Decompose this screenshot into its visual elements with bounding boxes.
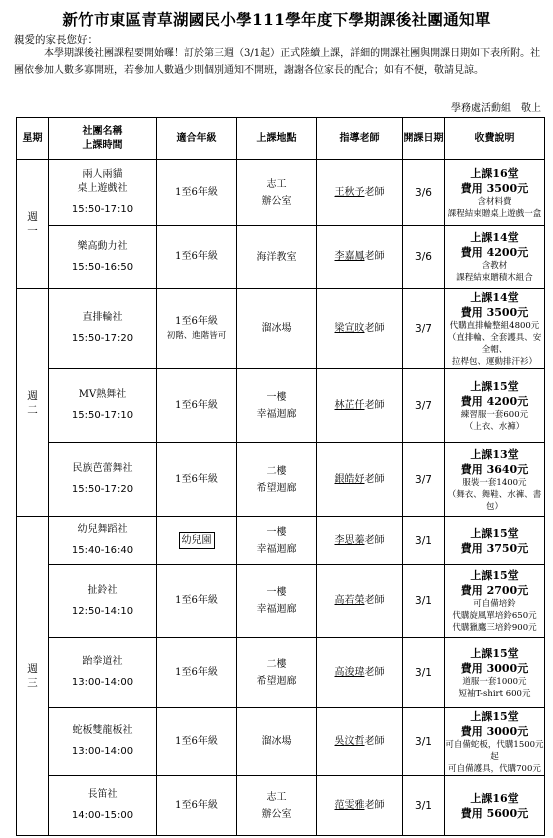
teacher-name: 李思蓁 [334, 534, 365, 546]
club-name: 幼兒舞蹈社 [77, 524, 128, 535]
fee-note: 代購直排輪整組4800元 [449, 320, 540, 331]
club-name: 蛇板雙龍板社 [72, 725, 133, 736]
header-date: 開課日期 [403, 118, 445, 160]
teacher-suffix: 老師 [364, 473, 385, 485]
fee-amount: 費用 4200元 [460, 246, 529, 259]
grade-label: 1至6年級 [175, 799, 218, 811]
week-label-char: 二 [27, 403, 38, 416]
fee-note: 可自備蛇板，代購1500元起 [445, 739, 544, 762]
grade-cell [157, 289, 237, 369]
fee-cell [445, 638, 545, 708]
header-fee: 收費說明 [445, 118, 545, 160]
fee-cell [445, 369, 545, 443]
lesson-count: 上課15堂 [470, 379, 519, 393]
fee-cell [445, 226, 545, 289]
club-name: 兩人兩貓 [82, 169, 123, 180]
fee-cell [445, 517, 545, 565]
teacher-suffix: 老師 [364, 322, 385, 334]
teacher-cell [317, 565, 403, 638]
grade-cell [157, 776, 237, 836]
fee-note: 可自備護具，代購700元 [448, 763, 541, 774]
club-cell [49, 708, 157, 776]
club-cell [49, 369, 157, 443]
start-date: 3/7 [403, 289, 445, 369]
header-row [17, 118, 545, 160]
week-label-char: 一 [27, 225, 38, 237]
fee-amount: 費用 3500元 [460, 305, 529, 319]
start-date: 3/7 [403, 443, 445, 517]
table-row [17, 443, 545, 517]
grade-cell [157, 160, 237, 226]
grade-cell [157, 638, 237, 708]
teacher-cell [317, 369, 403, 443]
teacher-cell [317, 443, 403, 517]
location-label: 志工 [266, 178, 287, 190]
start-date: 3/1 [403, 565, 445, 638]
table-row [17, 226, 545, 289]
grade-label: 1至6年級 [175, 473, 218, 485]
teacher-suffix: 老師 [364, 534, 385, 546]
fee-note: （上衣、水褲） [464, 421, 525, 432]
fee-amount: 費用 4200元 [460, 394, 529, 408]
week-cell [17, 160, 49, 289]
lesson-count: 上課15堂 [470, 569, 519, 582]
club-cell [49, 517, 157, 565]
grade-label: 1至6年級 [175, 399, 218, 411]
class-time: 15:50-17:20 [71, 484, 134, 495]
fee-amount: 費用 3640元 [460, 462, 529, 476]
lesson-count: 上課16堂 [470, 791, 519, 805]
location-cell [237, 369, 317, 443]
teacher-suffix: 老師 [364, 595, 385, 606]
fee-note: （舞衣、舞鞋、水褲、書包） [447, 489, 542, 512]
teacher-cell [317, 776, 403, 836]
fee-cell [445, 160, 545, 226]
location-label: 辦公室 [261, 808, 292, 820]
grade-cell [157, 517, 237, 565]
class-time: 14:00-15:00 [71, 810, 134, 821]
grade-cell [157, 565, 237, 638]
club-name: 樂高動力社 [77, 240, 128, 252]
header-location: 上課地點 [237, 118, 317, 160]
teacher-cell [317, 517, 403, 565]
teacher-name: 高若榮 [334, 595, 365, 606]
class-time: 13:00-14:00 [71, 677, 134, 688]
club-name: 直排輪社 [82, 312, 123, 323]
table-row [17, 517, 545, 565]
fee-cell [445, 776, 545, 836]
class-time: 15:50-17:10 [71, 204, 134, 215]
fee-cell [445, 443, 545, 517]
location-label: 一樓 [266, 526, 287, 538]
fee-note: 代購獵鷹三培鈴900元 [452, 623, 537, 633]
location-label: 希望迴廊 [256, 675, 297, 687]
location-label: 幸福迴廊 [256, 408, 297, 420]
teacher-name: 梁宣旼 [334, 322, 365, 334]
location-label: 希望迴廊 [256, 482, 297, 494]
teacher-name: 范雯雅 [334, 799, 365, 811]
table-row [17, 369, 545, 443]
signoff: 學務處活動組 敬上 [451, 103, 541, 114]
grade-label: 1至6年級 [175, 735, 218, 747]
header-club: 社團名稱 上課時間 [49, 118, 157, 160]
fee-note: 課程結束贈桌上遊戲一盒 [447, 208, 542, 219]
location-cell [237, 565, 317, 638]
table-row [17, 160, 545, 226]
fee-amount: 費用 2700元 [460, 584, 529, 597]
location-label: 幸福迴廊 [256, 543, 297, 555]
location-label: 一樓 [266, 391, 287, 403]
grade-cell [157, 226, 237, 289]
grade-cell [157, 708, 237, 776]
teacher-cell [317, 708, 403, 776]
location-label: 志工 [266, 791, 287, 803]
header-week: 星期 [17, 118, 49, 160]
grade-label: 1至6年級 [175, 315, 218, 327]
location-cell [237, 443, 317, 517]
teacher-suffix: 老師 [364, 399, 385, 411]
start-date: 3/1 [403, 638, 445, 708]
club-cell [49, 289, 157, 369]
fee-note: 含材料費 [477, 196, 512, 207]
teacher-name: 李嘉鳳 [334, 251, 365, 262]
class-time: 12:50-14:10 [71, 605, 134, 617]
class-time: 13:00-14:00 [71, 746, 134, 757]
club-cell [49, 443, 157, 517]
location-cell [237, 517, 317, 565]
table-row [17, 708, 545, 776]
fee-cell [445, 708, 545, 776]
teacher-cell [317, 160, 403, 226]
teacher-suffix: 老師 [364, 735, 385, 747]
fee-cell [445, 289, 545, 369]
club-schedule-table [16, 117, 545, 836]
fee-note: 短袖T-shirt 600元 [458, 688, 531, 699]
fee-note: 道服一套1000元 [462, 676, 527, 687]
fee-note: 練習服一套600元 [460, 409, 529, 420]
location-cell [237, 638, 317, 708]
location-label: 溜冰場 [261, 323, 292, 334]
club-name: 長笛社 [87, 789, 118, 800]
club-cell [49, 776, 157, 836]
teacher-cell [317, 638, 403, 708]
greeting: 親愛的家長您好： [14, 34, 98, 46]
teacher-suffix: 老師 [364, 799, 385, 811]
fee-note: 課程結束贈積木組合 [456, 273, 533, 283]
teacher-cell [317, 226, 403, 289]
week-cell [17, 289, 49, 517]
location-label: 辦公室 [261, 195, 292, 207]
lesson-count: 上課15堂 [470, 709, 519, 723]
start-date: 3/1 [403, 708, 445, 776]
club-name: 桌上遊戲社 [77, 183, 128, 194]
grade-label: 幼兒園 [179, 532, 215, 549]
club-cell [49, 638, 157, 708]
header-grade: 適合年級 [157, 118, 237, 160]
table-row [17, 638, 545, 708]
teacher-name: 銀皓妤 [334, 473, 365, 485]
header-teacher: 指導老師 [317, 118, 403, 160]
club-cell [49, 160, 157, 226]
club-name: 扯鈴社 [87, 584, 118, 596]
lesson-count: 上課14堂 [470, 231, 519, 244]
fee-note: 含教材 [481, 261, 508, 271]
club-name: 跆拳道社 [82, 656, 123, 667]
location-label: 二樓 [266, 465, 287, 477]
grade-label: 1至6年級 [175, 666, 218, 678]
fee-note: 可自備培鈴 [473, 599, 516, 609]
teacher-suffix: 老師 [364, 186, 385, 198]
page-title: 新竹市東區青草湖國民小學111學年度下學期課後社團通知單 [62, 10, 491, 29]
lesson-count: 上課15堂 [470, 526, 519, 540]
table-row [17, 565, 545, 638]
teacher-name: 林芷仟 [334, 399, 365, 411]
week-cell [17, 517, 49, 836]
location-label: 一樓 [266, 587, 287, 598]
week-label-char: 週 [27, 663, 38, 675]
grade-cell [157, 443, 237, 517]
location-label: 海洋教室 [256, 251, 297, 263]
table-row [17, 776, 545, 836]
fee-note: 服裝一套1400元 [462, 477, 527, 488]
fee-amount: 費用 3500元 [460, 181, 529, 195]
start-date: 3/1 [403, 517, 445, 565]
grade-cell [157, 369, 237, 443]
lesson-count: 上課16堂 [470, 166, 519, 180]
start-date: 3/7 [403, 369, 445, 443]
lesson-count: 上課15堂 [470, 646, 519, 660]
grade-label: 1至6年級 [175, 595, 218, 606]
start-date: 3/6 [403, 226, 445, 289]
week-label-char: 三 [27, 677, 38, 689]
lesson-count: 上課14堂 [470, 290, 519, 304]
fee-amount: 費用 3750元 [460, 541, 529, 555]
grade-note: 初階、進階皆可 [166, 330, 227, 341]
location-cell [237, 289, 317, 369]
club-name: MV熱舞社 [78, 389, 127, 400]
teacher-suffix: 老師 [364, 666, 385, 678]
location-cell [237, 708, 317, 776]
location-label: 溜冰場 [261, 736, 292, 747]
fee-note: 拉桿包、運動排汗衫） [451, 356, 537, 367]
teacher-name: 王秋予 [334, 186, 365, 198]
fee-amount: 費用 3000元 [460, 724, 529, 738]
teacher-suffix: 老師 [364, 251, 385, 262]
fee-note: （直排輪、全套護具、安全帽、 [447, 332, 542, 355]
club-cell [49, 226, 157, 289]
week-label-char: 週 [27, 211, 38, 223]
location-label: 二樓 [266, 658, 287, 670]
location-cell [237, 160, 317, 226]
fee-amount: 費用 5600元 [460, 806, 529, 820]
location-label: 幸福迴廊 [256, 604, 297, 615]
table-row [17, 289, 545, 369]
teacher-name: 吳汶哲 [334, 735, 365, 747]
grade-label: 1至6年級 [175, 186, 218, 198]
teacher-name: 高浚瑋 [334, 666, 365, 678]
class-time: 15:50-16:50 [71, 261, 134, 273]
teacher-cell [317, 289, 403, 369]
location-cell [237, 226, 317, 289]
class-time: 15:40-16:40 [71, 545, 134, 556]
week-label-char: 週 [27, 389, 38, 402]
grade-label: 1至6年級 [175, 251, 218, 262]
fee-cell [445, 565, 545, 638]
club-name: 民族芭蕾舞社 [72, 463, 133, 474]
intro-paragraph: 本學期課後社團課程要開始囉！訂於第三週（3/1起）正式陸續上課，詳細的開課社團與開課日期如下表所附。社團依參加人數多寡開班，若參加人數過少則個別通知不開班，謝謝各位家長的配合；如有不便，敬請見諒。 [14, 48, 541, 76]
club-cell [49, 565, 157, 638]
fee-amount: 費用 3000元 [460, 661, 529, 675]
lesson-count: 上課13堂 [470, 447, 519, 461]
location-cell [237, 776, 317, 836]
start-date: 3/1 [403, 776, 445, 836]
start-date: 3/6 [403, 160, 445, 226]
class-time: 15:50-17:10 [71, 410, 134, 421]
class-time: 15:50-17:20 [71, 333, 134, 344]
fee-note: 代購旋風單培鈴650元 [452, 611, 537, 621]
